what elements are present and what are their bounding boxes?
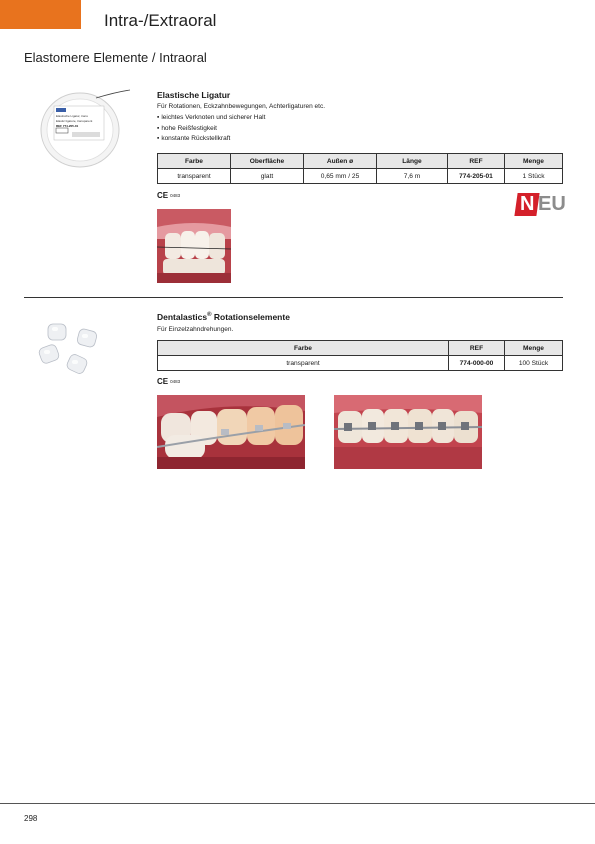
product-title-main: Dentalastics xyxy=(157,312,208,322)
section-divider xyxy=(24,297,563,298)
spec-table-ligature xyxy=(157,153,563,184)
cell-menge: 1 Stück xyxy=(505,169,563,184)
cell-laenge: 7,6 m xyxy=(377,169,448,184)
new-badge xyxy=(516,193,564,216)
col-header-farbe: Farbe xyxy=(158,154,231,169)
col-header-oberflaeche: Oberfläche xyxy=(231,154,304,169)
ce-mark xyxy=(157,191,180,200)
product-subtitle-dentalastics: Für Einzelzahndrehungen. xyxy=(157,326,234,333)
feature-item: ▪ hohe Reißfestigkeit xyxy=(157,124,265,135)
ce-number: 0483 xyxy=(170,193,181,199)
section-title: Elastomere Elemente / Intraoral xyxy=(24,50,207,65)
footer-rule xyxy=(0,803,595,804)
col-header-menge: Menge xyxy=(505,154,563,169)
spool-label-line1: Elastische Ligatur, trans xyxy=(56,114,88,118)
rotation-elements-image xyxy=(34,322,106,382)
feature-list xyxy=(157,113,265,145)
new-badge-n: N xyxy=(520,193,535,215)
spool-label-line3: REF 774-205-01 xyxy=(56,124,79,128)
ce-mark-text: CE xyxy=(157,191,169,200)
cell-aussen: 0,65 mm / 25 xyxy=(304,169,377,184)
ce-mark-text: CE xyxy=(157,377,169,386)
rotation-teeth-photo-2 xyxy=(334,395,482,469)
product-title-ligature: Elastische Ligatur xyxy=(157,90,231,100)
col-header-ref: REF xyxy=(448,154,505,169)
col-header-ref: REF xyxy=(449,341,505,356)
ligature-teeth-photo xyxy=(157,209,231,283)
cell-ref: 774-000-00 xyxy=(449,356,505,371)
rotation-teeth-photo-1 xyxy=(157,395,305,469)
col-header-farbe: Farbe xyxy=(158,341,449,356)
product-title-rest: Rotationselemente xyxy=(211,312,290,322)
col-header-menge: Menge xyxy=(505,341,563,356)
spec-table-dentalastics xyxy=(157,340,563,371)
table-row xyxy=(158,169,563,184)
col-header-aussen: Außen ø xyxy=(304,154,377,169)
feature-item: ▪ leichtes Verknoten und sicherer Halt xyxy=(157,113,265,124)
ligature-spool-image xyxy=(36,88,132,168)
table-header-row xyxy=(158,154,563,169)
page-header-title: Intra-/Extraoral xyxy=(104,11,217,30)
cell-ref: 774-205-01 xyxy=(448,169,505,184)
col-header-laenge: Länge xyxy=(377,154,448,169)
table-header-row xyxy=(158,341,563,356)
cell-menge: 100 Stück xyxy=(505,356,563,371)
product-subtitle-ligature: Für Rotationen, Eckzahnbewegungen, Achterligaturen etc. xyxy=(157,103,326,110)
table-row xyxy=(158,356,563,371)
new-badge-eu: EU xyxy=(538,193,566,215)
spool-label-line2: Elastic ligature, transparent xyxy=(56,119,93,123)
registered-mark: ® xyxy=(207,312,212,319)
product-title-dentalastics xyxy=(157,312,290,322)
cell-oberflaeche: glatt xyxy=(231,169,304,184)
ce-mark xyxy=(157,377,180,386)
cell-farbe: transparent xyxy=(158,169,231,184)
header-accent-tab xyxy=(0,0,81,29)
feature-item: ▪ konstante Rückstellkraft xyxy=(157,134,265,145)
cell-farbe: transparent xyxy=(158,356,449,371)
page-number: 298 xyxy=(24,814,38,823)
ce-number: 0483 xyxy=(170,379,181,385)
